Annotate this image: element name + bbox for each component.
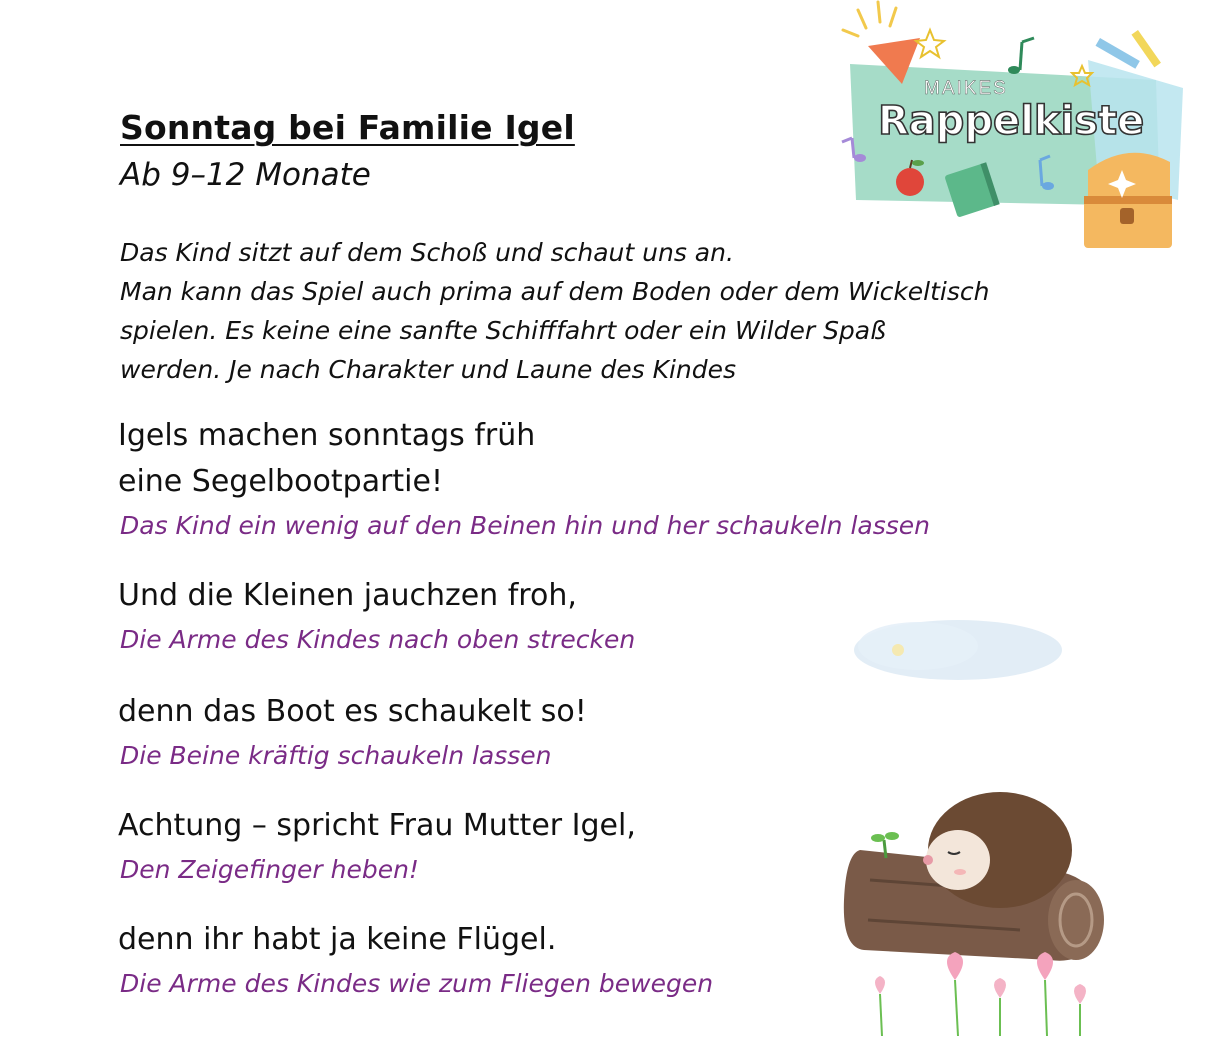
music-note-icon [1008,38,1034,74]
verse-instruction: Die Beine kräftig schaukeln lassen [120,741,552,770]
verse-line: Und die Kleinen jauchzen froh, [118,578,577,613]
verse-line: Igels machen sonntags früh [118,418,536,453]
intro-line: spielen. Es keine eine sanfte Schifffahrt oder ein Wilder Spaß [120,316,886,345]
page-title: Sonntag bei Familie Igel [120,108,575,147]
pencil-icon [1096,30,1161,69]
verse-instruction: Die Arme des Kindes nach oben strecken [120,625,636,654]
hedgehog-illustration [840,780,1130,1041]
verse-line: denn das Boot es schaukelt so! [118,694,587,729]
star-icon [916,30,944,57]
verse-line: Achtung – spricht Frau Mutter Igel, [118,808,636,843]
logo-line1: MAIKES [924,78,1008,99]
treasure-chest-icon [1084,153,1172,248]
verse-line: denn ihr habt ja keine Flügel. [118,922,557,957]
verse-instruction: Das Kind ein wenig auf den Beinen hin und her schaukeln lassen [120,511,930,540]
intro-line: Man kann das Spiel auch prima auf dem Boden oder dem Wickeltisch [120,277,990,306]
rappelkiste-logo [838,0,1188,260]
intro-line: Das Kind sitzt auf dem Schoß und schaut uns an. [120,238,734,267]
logo-line2: Rappelkiste [878,98,1145,144]
cloud-illustration [848,606,1068,696]
sparkle-icon [843,2,896,36]
flower-icon [875,952,1086,1036]
verse-instruction: Die Arme des Kindes wie zum Fliegen bewegen [120,969,714,998]
verse-instruction: Den Zeigefinger heben! [120,855,419,884]
intro-line: werden. Je nach Charakter und Laune des Kindes [120,355,737,384]
verse-line: eine Segelbootpartie! [118,464,443,499]
age-subtitle: Ab 9–12 Monate [120,157,371,193]
